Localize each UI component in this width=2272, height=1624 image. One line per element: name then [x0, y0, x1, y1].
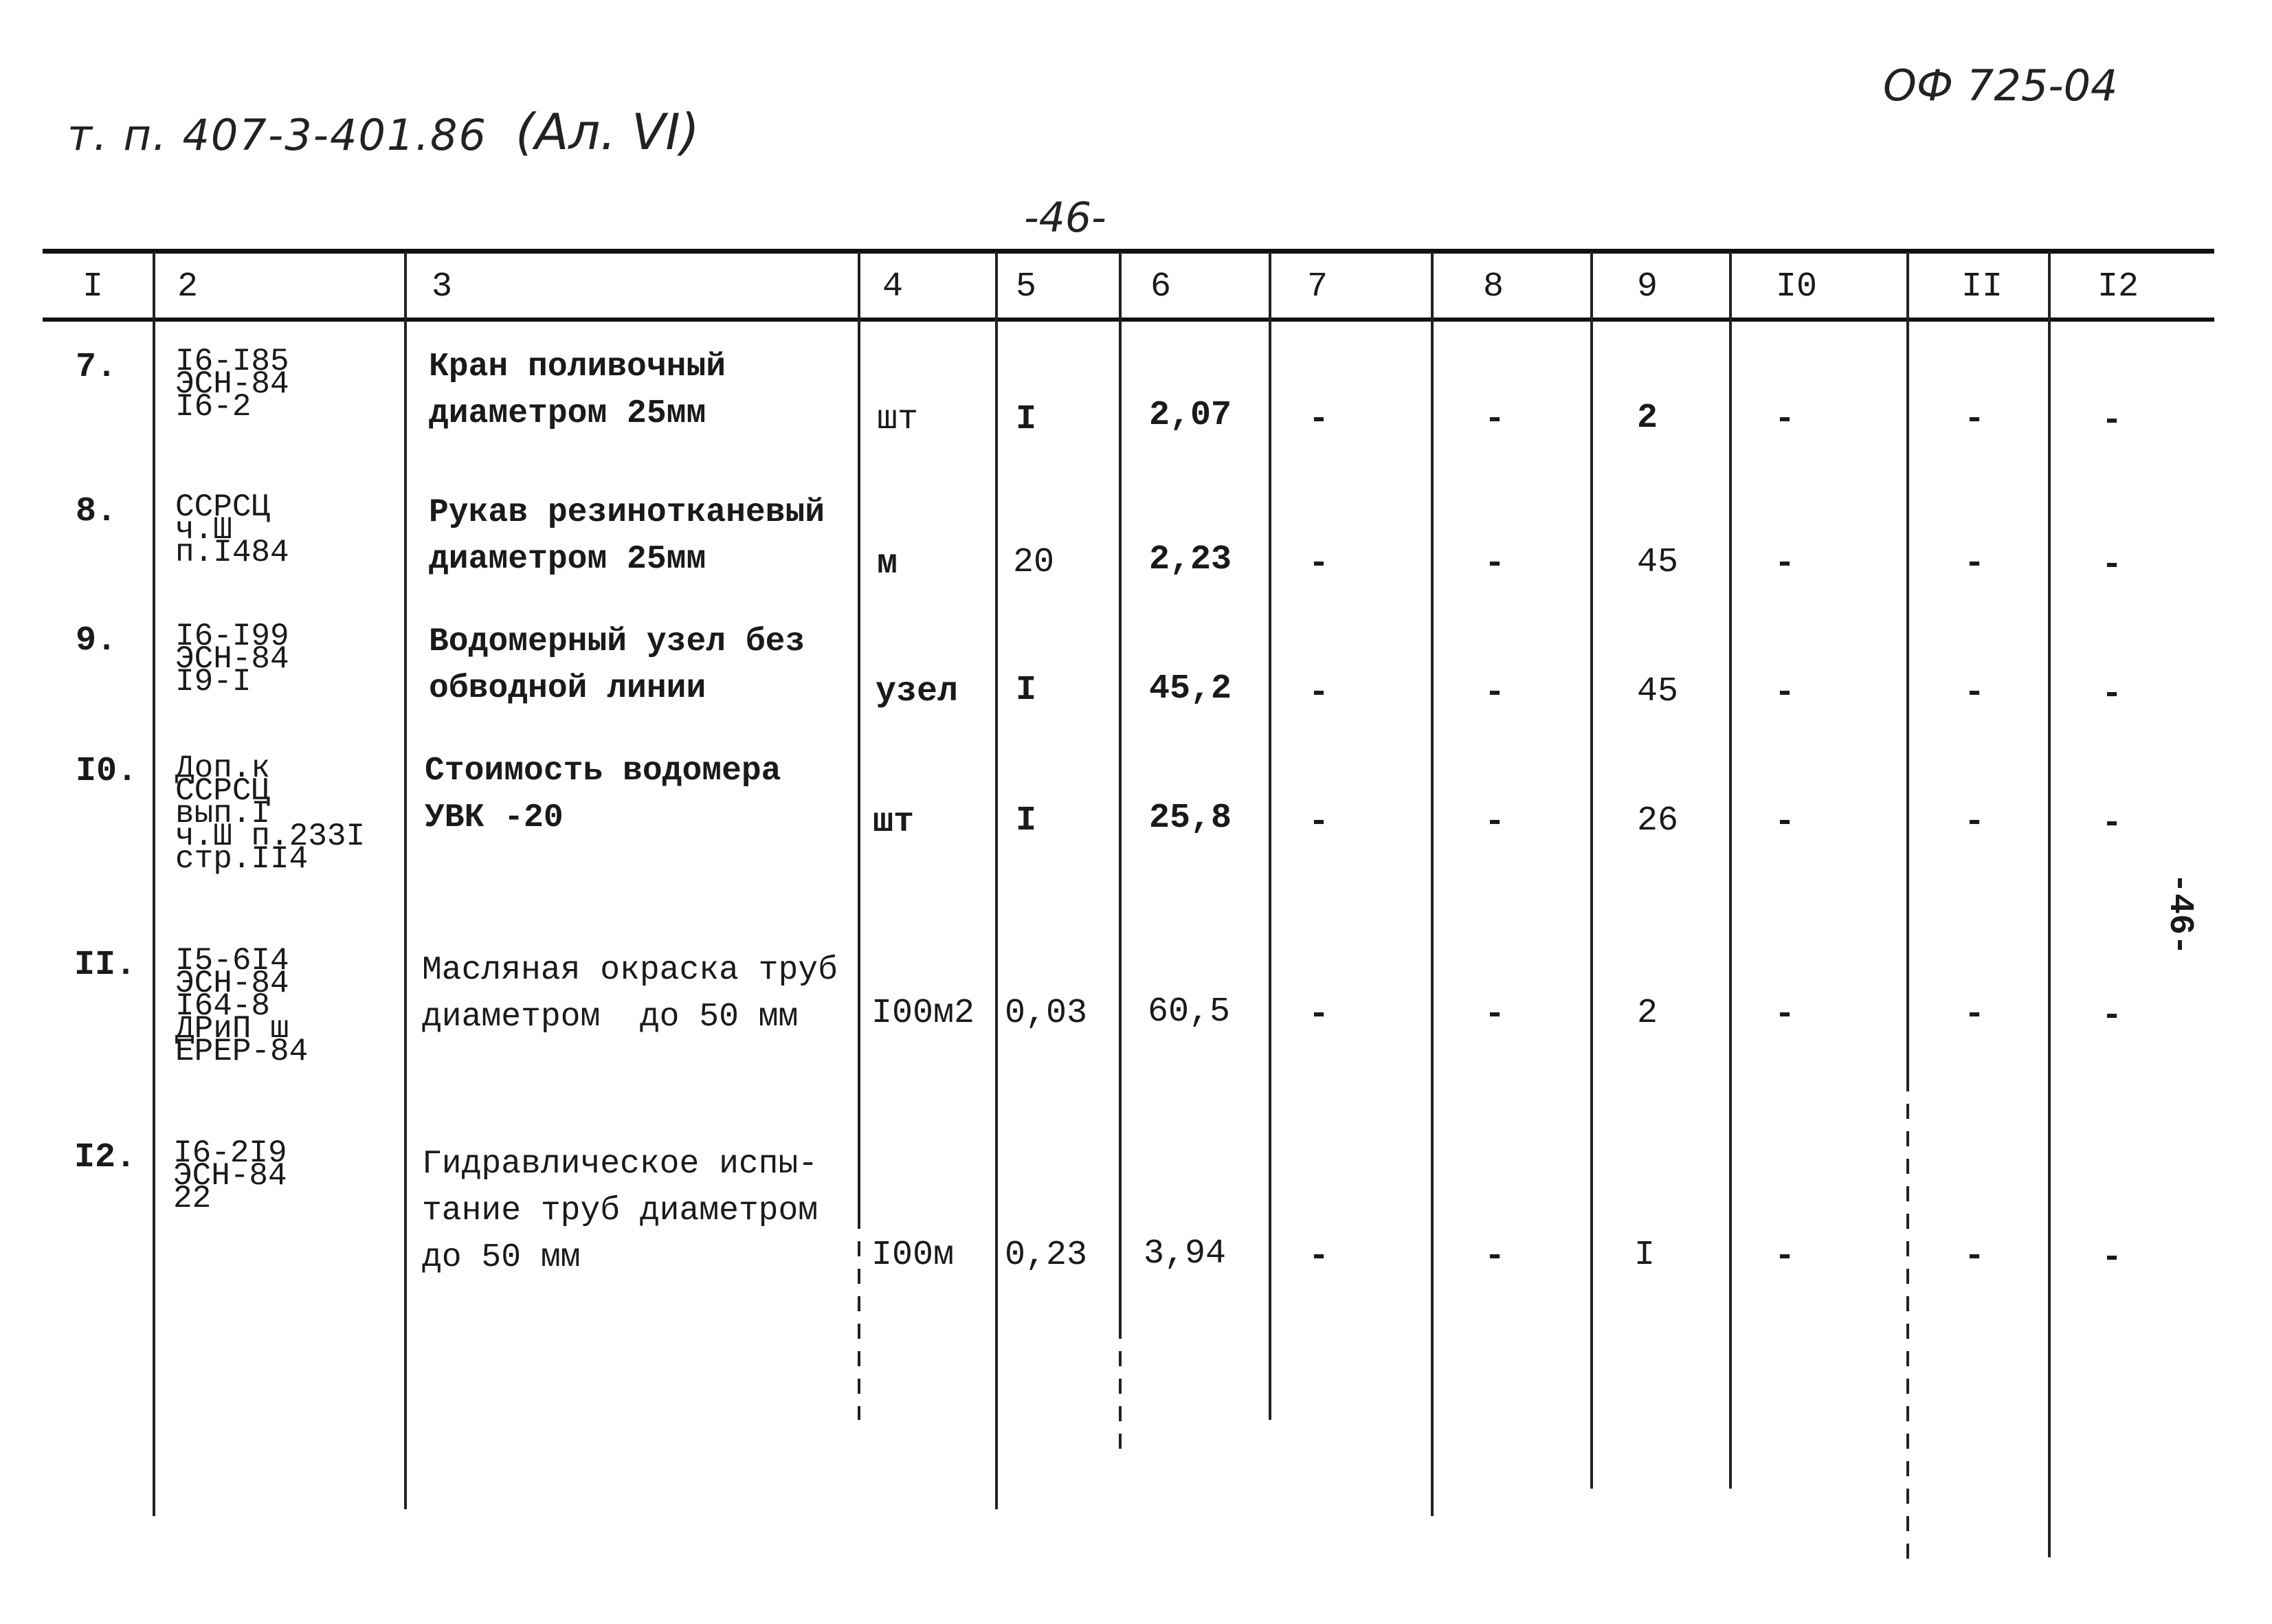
header-col-12: I2 — [2097, 267, 2139, 307]
row-number: II. — [74, 946, 137, 985]
header-col-6: 6 — [1150, 267, 1172, 307]
header-col-3: 3 — [432, 267, 453, 307]
column-divider — [153, 252, 155, 1516]
col-7: - — [1308, 544, 1330, 583]
column-divider — [1119, 252, 1122, 1324]
col-11: - — [1964, 1237, 1985, 1276]
column-divider — [404, 252, 407, 1509]
col-12: - — [2102, 546, 2123, 585]
col-9: 2 — [1637, 994, 1658, 1033]
unit: м — [877, 544, 898, 583]
work-name: Водомерный узел без обводной линии — [429, 623, 805, 708]
quantity: 0,03 — [1005, 994, 1088, 1033]
quantity: I — [1016, 801, 1037, 841]
column-divider — [1269, 252, 1271, 1420]
unit: шт — [877, 400, 919, 439]
col-10: - — [1774, 995, 1796, 1034]
col-7: - — [1308, 995, 1330, 1034]
quantity: I — [1016, 400, 1037, 439]
col-11: - — [1964, 674, 1985, 713]
column-divider — [1729, 252, 1732, 1489]
col-7: - — [1308, 674, 1330, 713]
col-10: - — [1774, 674, 1796, 713]
column-divider — [1590, 252, 1593, 1489]
col-12: - — [2102, 401, 2123, 441]
quantity: 0,23 — [1005, 1236, 1088, 1275]
column-divider — [1431, 252, 1434, 1516]
norm-code: I6-I85 ЭСН-84 I6-2 — [175, 344, 289, 425]
unit-price: 60,5 — [1148, 992, 1231, 1032]
col-12: - — [2102, 1238, 2123, 1278]
unit-price: 25,8 — [1149, 799, 1232, 838]
unit: I00м2 — [871, 994, 975, 1033]
document-code: т. п. 407-3-401.86 — [67, 110, 487, 160]
column-divider — [995, 252, 998, 1509]
col-8: - — [1484, 995, 1506, 1034]
col-12: - — [2102, 804, 2123, 843]
col-9: I — [1634, 1236, 1656, 1275]
header-col-5: 5 — [1016, 267, 1037, 307]
col-10: - — [1774, 1237, 1796, 1276]
table-top-rule — [43, 249, 2214, 254]
unit-price: 2,23 — [1149, 540, 1232, 579]
sheet-note: (Ал. VI) — [515, 103, 700, 161]
col-11: - — [1964, 544, 1985, 583]
column-divider-dashed — [858, 1214, 860, 1420]
col-7: - — [1308, 1237, 1330, 1276]
column-divider-dashed — [1906, 1076, 1909, 1571]
col-12: - — [2102, 675, 2123, 714]
header-col-10: I0 — [1776, 267, 1818, 307]
col-11: - — [1964, 995, 1985, 1034]
col-8: - — [1484, 400, 1506, 439]
header-col-4: 4 — [882, 267, 904, 307]
row-number: 9. — [76, 621, 118, 660]
column-divider-dashed — [1119, 1324, 1122, 1461]
header-col-8: 8 — [1483, 267, 1504, 307]
norm-code: Доп.к ССРСЦ вып.I ч.Ш п.233I стр.II4 — [175, 750, 366, 878]
page-number: -46- — [1024, 194, 1106, 242]
work-name: Гидравлическое испы- тание труб диаметром до 50 мм — [422, 1146, 818, 1277]
work-name: Масляная окраска труб диаметром до 50 мм — [422, 952, 838, 1036]
unit: узел — [876, 672, 959, 711]
col-8: - — [1484, 1237, 1506, 1276]
header-col-1: I — [82, 267, 104, 307]
col-9: 2 — [1637, 399, 1658, 438]
row-number: I2. — [74, 1138, 137, 1177]
work-name: Рукав резинотканевый диаметром 25мм — [429, 494, 825, 579]
work-name: Стоимость водомера УВК -20 — [425, 753, 781, 837]
unit-price: 45,2 — [1149, 669, 1232, 709]
col-10: - — [1774, 544, 1796, 583]
norm-code: I6-2I9 ЭСН-84 22 — [173, 1135, 287, 1217]
unit: I00м — [871, 1236, 955, 1275]
header-col-7: 7 — [1307, 267, 1328, 307]
col-8: - — [1484, 803, 1506, 842]
quantity: 20 — [1013, 543, 1055, 582]
norm-code: I5-6I4 ЭСН-84 I64-8 ДРиП ш ЕРЕР-84 — [175, 943, 309, 1070]
col-11: - — [1964, 803, 1985, 842]
col-10: - — [1774, 400, 1796, 439]
column-divider — [2048, 252, 2051, 1557]
unit: шт — [873, 803, 915, 842]
work-name: Кран поливочный диаметром 25мм — [429, 348, 726, 433]
col-8: - — [1484, 544, 1506, 583]
row-number: I0. — [76, 752, 138, 791]
side-page-number: -46- — [2160, 873, 2199, 956]
table-header-rule — [43, 318, 2214, 322]
archive-code: ОФ 725-04 — [1883, 60, 2118, 111]
col-7: - — [1308, 803, 1330, 842]
norm-code: ССРСЦ ч.Ш п.I484 — [175, 489, 289, 571]
row-number: 7. — [76, 348, 118, 387]
col-8: - — [1484, 674, 1506, 713]
row-number: 8. — [76, 492, 118, 531]
header-col-2: 2 — [177, 267, 199, 307]
col-9: 45 — [1637, 543, 1679, 582]
col-10: - — [1774, 803, 1796, 842]
column-divider — [1906, 252, 1909, 1076]
col-7: - — [1308, 400, 1330, 439]
col-11: - — [1964, 400, 1985, 439]
norm-code: I6-I99 ЭСН-84 I9-I — [175, 619, 289, 700]
header-col-9: 9 — [1637, 267, 1658, 307]
header-col-11: II — [1961, 267, 2003, 307]
col-9: 26 — [1637, 801, 1679, 841]
column-divider — [858, 252, 860, 1214]
unit-price: 3,94 — [1144, 1234, 1227, 1273]
unit-price: 2,07 — [1149, 396, 1232, 435]
col-9: 45 — [1637, 672, 1679, 711]
quantity: I — [1016, 671, 1037, 710]
col-12: - — [2102, 997, 2123, 1036]
